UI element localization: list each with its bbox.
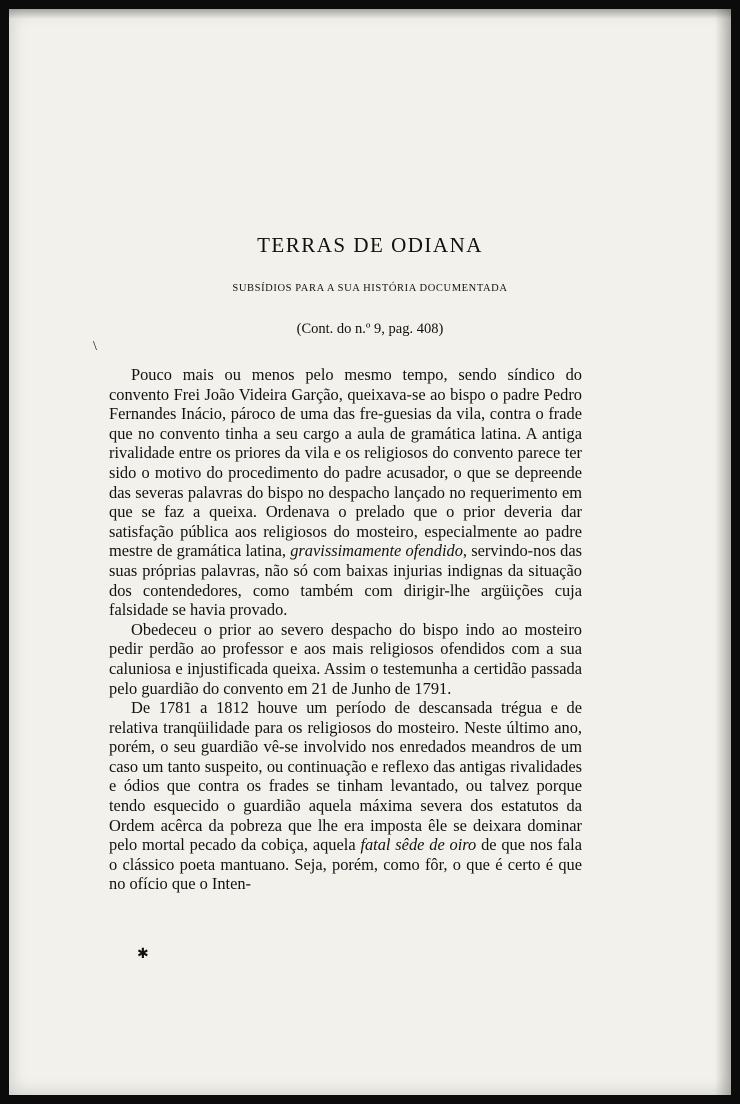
paragraph-1-italic: gravissimamente ofendido (290, 541, 463, 561)
paragraph-1-text-b: , servindo-nos das suas próprias palavras, não só com baixas injurias indignas da situação dos contendedores, como também com dirigir-lhe argüições cuja falsidade se havia provado. (109, 541, 582, 620)
continuation-note: (Cont. do n.º 9, pag. 408) (296, 321, 444, 337)
paragraph-1 (109, 365, 582, 620)
ink-mark-top: \ (93, 339, 97, 354)
asterisk-mark: ✱ (137, 947, 149, 962)
paragraph-3 (109, 698, 582, 894)
paragraph-2: Obedeceu o prior ao severo despacho do bispo indo ao mosteiro pedir perdão ao professor e aos mais religiosos ofendidos com a sua caluniosa e injustificada queixa. Assim o testemunha a certidão passada pelo guardião do convento em 21 de Junho de 1791. (109, 619, 582, 698)
page-subtitle: SUBSÍDIOS PARA A SUA HISTÓRIA DOCUMENTADA (232, 283, 508, 294)
paragraph-3-text-a: De 1781 a 1812 houve um período de descansada trégua e de relativa tranqüilidade para os religiosos do mosteiro. Neste último ano, porém, o seu guardião vê-se involvido nos enredados meandros de um caso um tanto suspeito, ou continuação e reflexo das antigas rivalidades e ódios que contra os frades se tinham levantado, ou talvez porque tendo esquecido o guardião aquela máxima severa dos estatutos da Ordem acêrca da pobreza que lhe era imposta êle se deixara dominar pelo mortal pecado da cobiça, aquela (109, 698, 582, 855)
article-body (109, 365, 582, 894)
paragraph-3-text-b: de que nos fala o clássico poeta mantuano. Seja, porém, como fôr, o que é certo é que no ofício que o Inten- (109, 835, 582, 894)
paragraph-1-text-a: Pouco mais ou menos pelo mesmo tempo, sendo síndico do convento Frei João Videira Garção, queixava-se ao bispo o padre Pedro Fernandes Inácio, pároco de uma das fre-guesias da vila, contra o frade que no convento tinha a seu cargo a aula de gramática latina. A antiga rivalidade entre os priores da vila e os religiosos do convento parece ter sido o motivo do procedimento do padre acusador, o que se depreende das severas palavras do bispo no despacho lançado no requerimento em que se faz a queixa. Ordenava o prelado que o prior deveria dar satisfação pública aos religiosos do mosteiro, especialmente ao padre mestre de gramática latina, (109, 365, 582, 561)
paragraph-3-italic: fatal sêde de oiro (360, 835, 477, 855)
page-shadow-right (715, 9, 731, 1095)
page-shadow-top (9, 9, 731, 19)
document-page (9, 9, 731, 1095)
page-title: TERRAS DE ODIANA (257, 233, 483, 257)
